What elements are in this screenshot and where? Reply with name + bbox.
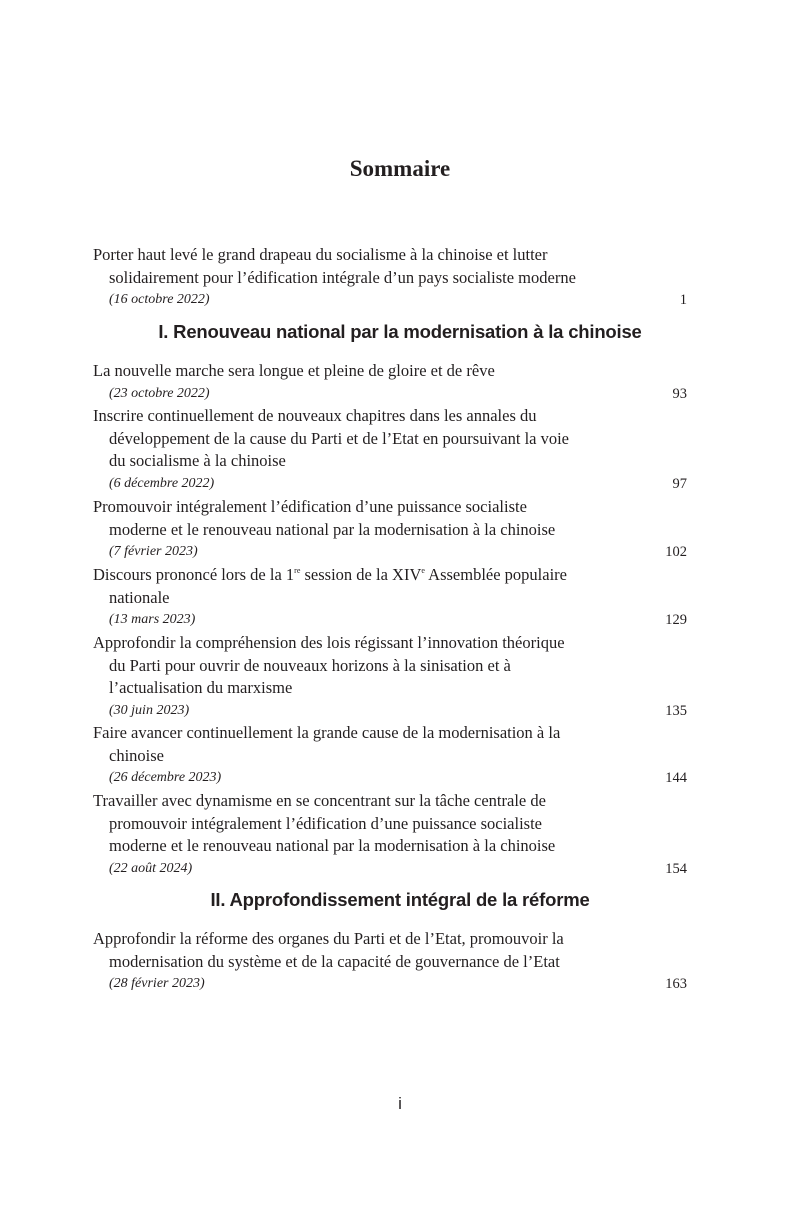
toc-entry[interactable] [93, 405, 687, 495]
toc-entry[interactable] [93, 722, 687, 789]
toc-entry[interactable] [93, 790, 687, 880]
toc-entry[interactable] [93, 564, 687, 631]
entry-title-line: Approfondir la compréhension des lois régissant l’innovation théorique [93, 633, 565, 652]
entry-title-line: moderne et le renouveau national par la modernisation à la chinoise [109, 519, 556, 539]
entry-page-number: 144 [665, 770, 687, 786]
entry-page-number: 93 [672, 385, 687, 402]
entry-title-line: promouvoir intégralement l’édification d’une puissance socialiste [109, 813, 542, 833]
entry-date: (16 octobre 2022) [109, 292, 210, 307]
entry-title-line: Travailler avec dynamisme en se concentrant sur la tâche centrale de [93, 791, 546, 810]
entry-title-line: du Parti pour ouvrir de nouveaux horizons à la sinisation et à [109, 655, 511, 675]
entry-date: (28 février 2023) [109, 976, 205, 991]
entry-page-number: 1 [679, 292, 687, 308]
entry-title-line: Inscrire continuellement de nouveaux chapitres dans les annales du [93, 406, 537, 425]
entry-title-line: Porter haut levé le grand drapeau du socialisme à la chinoise et lutter [93, 245, 548, 264]
entry-title-line: La nouvelle marche sera longue et pleine de gloire et de rêve [93, 361, 495, 380]
entry-title-line: l’actualisation du marxisme [109, 678, 293, 697]
entry-date: (26 décembre 2023) [109, 770, 222, 785]
entry-title-line: développement de la cause du Parti et de l’Etat en poursuivant la voie [109, 428, 570, 448]
page-folio: i [398, 1094, 402, 1113]
entry-title-line: moderne et le renouveau national par la modernisation à la chinoise [109, 836, 556, 855]
toc-entry[interactable] [93, 360, 687, 405]
entry-date: (7 février 2023) [109, 544, 198, 559]
entry-date: (13 mars 2023) [109, 612, 196, 627]
entry-page-number: 102 [665, 544, 687, 560]
entry-title-line: Faire avancer continuellement la grande cause de la modernisation à la [93, 723, 561, 742]
entry-page-number: 163 [665, 976, 687, 992]
entry-page-number: 154 [665, 860, 687, 877]
entry-title-line: Discours prononcé lors de la 1re session de la XIVe Assemblée populaire [93, 565, 567, 584]
entry-page-number: 97 [672, 475, 687, 492]
toc-entry[interactable] [93, 632, 687, 722]
page-title: Sommaire [349, 156, 451, 181]
entry-date: (22 août 2024) [109, 860, 193, 876]
entry-date: (30 juin 2023) [109, 702, 190, 718]
entry-title-line: nationale [109, 587, 170, 607]
section-heading-2: II. Approfondissement intégral de la réforme [210, 889, 590, 910]
entry-title-line: chinoise [109, 745, 164, 765]
entry-title-line: Approfondir la réforme des organes du Parti et de l’Etat, promouvoir la [93, 929, 564, 948]
toc-entry[interactable] [93, 496, 687, 563]
toc-entry[interactable] [93, 928, 687, 995]
entry-page-number: 135 [665, 702, 687, 719]
entry-title-line: solidairement pour l’édification intégrale d’un pays socialiste moderne [109, 267, 576, 287]
entry-title-line: modernisation du système et de la capacité de gouvernance de l’Etat [109, 951, 560, 971]
entry-page-number: 129 [665, 612, 687, 628]
section-heading-1: I. Renouveau national par la modernisation à la chinoise [158, 321, 642, 342]
toc-entry-intro[interactable] [93, 244, 687, 311]
entry-title-line: du socialisme à la chinoise [109, 451, 286, 470]
entry-title-line: Promouvoir intégralement l’édification d’une puissance socialiste [93, 497, 527, 516]
entry-date: (6 décembre 2022) [109, 475, 215, 491]
entry-date: (23 octobre 2022) [109, 385, 210, 401]
